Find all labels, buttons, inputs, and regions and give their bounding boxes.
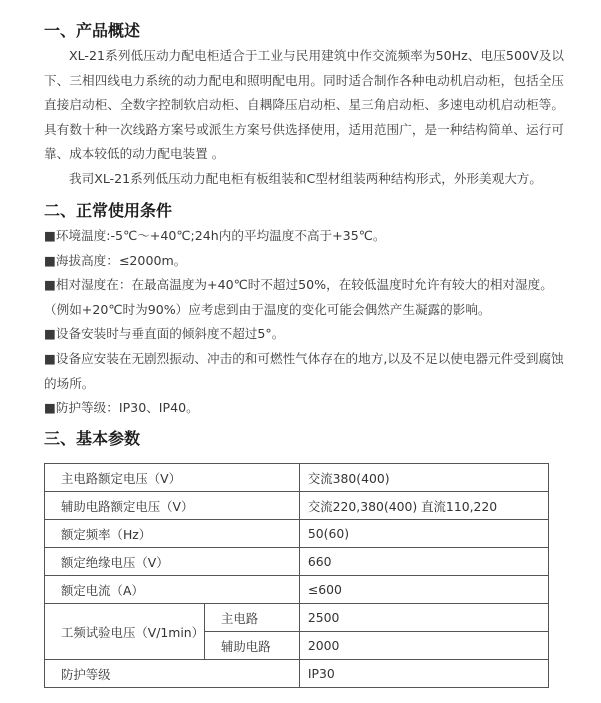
table-row	[45, 464, 549, 492]
section-title-conditions: 二、正常使用条件	[44, 201, 173, 220]
param-label: 辅助电路额定电压（V）	[45, 492, 300, 520]
condition-item-humidity: ■相对湿度在：在最高温度为+40℃时不超过50%，在较低温度时允许有较大的相对湿度。（例如+20℃时为90%）应考虑到由于温度的变化可能会偶然产生凝露的影响。	[44, 277, 553, 317]
param-value: 50(60)	[299, 520, 548, 548]
table-row	[45, 576, 549, 604]
overview-paragraph-1: XL-21系列低压动力配电柜适合于工业与民用建筑中作交流频率为50Hz、电压500V及以下、三相四线电力系统的动力配电和照明配电用。同时适合制作各种电动机启动柜，包括全压直接启动柜、全数字控制软启动柜、自耦降压启动柜、星三角启动柜、多速电动机启动柜等。具有数十种一次线路方案号或派生方案号供选择使用，适用范围广，是一种结构简单、运行可靠、成本较低的动力配电装置 。	[44, 48, 564, 161]
table-row	[45, 604, 549, 632]
condition-item-inclination: ■设备安装时与垂直面的倾斜度不超过5°。	[44, 326, 285, 341]
param-label: 额定频率（Hz）	[45, 520, 300, 548]
condition-item-altitude: ■海拔高度：≤2000m。	[44, 253, 187, 268]
param-value: 2500	[299, 604, 548, 632]
parameters-table	[44, 463, 549, 688]
table-row	[45, 492, 549, 520]
param-label: 工频试验电压（V/1min）	[45, 604, 205, 660]
overview-paragraph-2: 我司XL-21系列低压动力配电柜有板组装和C型材组装两种结构形式，外形美观大方。	[69, 171, 542, 186]
table-row	[45, 520, 549, 548]
param-sublabel: 辅助电路	[205, 632, 300, 660]
condition-item-environment: ■设备应安装在无剧烈振动、冲击的和可燃性气体存在的地方,以及不足以使电器元件受到腐蚀的场所。	[44, 351, 564, 391]
param-value: 交流380(400)	[299, 464, 548, 492]
param-label: 防护等级	[45, 660, 300, 688]
table-row	[45, 660, 549, 688]
condition-item-protection: ■防护等级：IP30、IP40。	[44, 400, 199, 415]
param-value: 2000	[299, 632, 548, 660]
param-value: ≤600	[299, 576, 548, 604]
param-value: 660	[299, 548, 548, 576]
condition-item-temperature: ■环境温度:-5℃～+40℃;24h内的平均温度不高于+35℃。	[44, 228, 386, 243]
param-sublabel: 主电路	[205, 604, 300, 632]
section-title-parameters: 三、基本参数	[44, 429, 141, 448]
table-row	[45, 548, 549, 576]
param-label: 额定电流（A）	[45, 576, 300, 604]
param-label: 主电路额定电压（V）	[45, 464, 300, 492]
param-value: IP30	[299, 660, 548, 688]
param-label: 额定绝缘电压（V）	[45, 548, 300, 576]
section-title-overview: 一、产品概述	[44, 21, 141, 40]
param-value: 交流220,380(400) 直流110,220	[299, 492, 548, 520]
